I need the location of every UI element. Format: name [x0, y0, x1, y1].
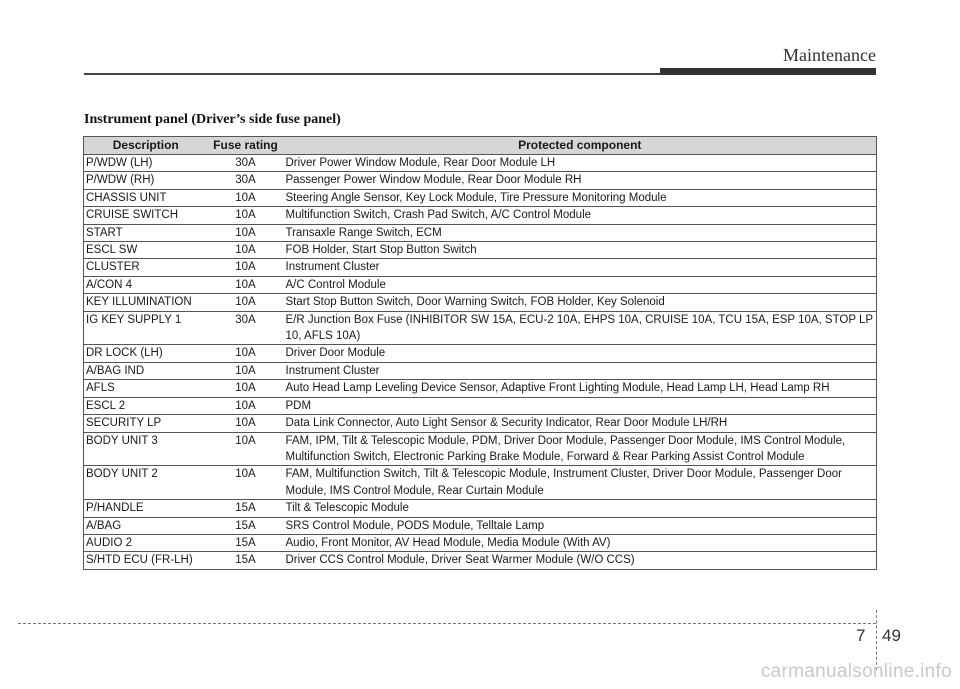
- fuse-description-cell: IG KEY SUPPLY 1: [84, 311, 208, 345]
- fuse-description-cell: P/WDW (LH): [84, 155, 208, 172]
- section-title: Instrument panel (Driver’s side fuse panel): [84, 112, 341, 127]
- table-row: [84, 415, 877, 432]
- fuse-rating-cell: 10A: [208, 242, 284, 259]
- fuse-rating-cell: 10A: [208, 415, 284, 432]
- fuse-rating-cell: 10A: [208, 294, 284, 311]
- fuse-description-cell: DR LOCK (LH): [84, 345, 208, 362]
- page-number: 49: [882, 626, 901, 645]
- table-row: [84, 552, 877, 569]
- fuse-description-cell: ESCL SW: [84, 242, 208, 259]
- protected-component-cell: Start Stop Button Switch, Door Warning Switch, FOB Holder, Key Solenoid: [284, 294, 877, 311]
- table-row: [84, 224, 877, 241]
- protected-component-cell: Audio, Front Monitor, AV Head Module, Media Module (With AV): [284, 534, 877, 551]
- fuse-description-cell: S/HTD ECU (FR-LH): [84, 552, 208, 569]
- fuse-description-cell: BODY UNIT 2: [84, 466, 208, 500]
- table-row: [84, 294, 877, 311]
- footer-rule: [18, 623, 876, 624]
- table-row: [84, 207, 877, 224]
- fuse-rating-cell: 10A: [208, 397, 284, 414]
- table-row: [84, 242, 877, 259]
- fuse-rating-cell: 10A: [208, 380, 284, 397]
- fuse-description-cell: CRUISE SWITCH: [84, 207, 208, 224]
- fuse-rating-cell: 30A: [208, 311, 284, 345]
- fuse-description-cell: AUDIO 2: [84, 534, 208, 551]
- column-header-fuse-rating: Fuse rating: [208, 137, 284, 155]
- fuse-rating-cell: 15A: [208, 552, 284, 569]
- table-row: [84, 534, 877, 551]
- fuse-rating-cell: 15A: [208, 534, 284, 551]
- fuse-rating-cell: 10A: [208, 432, 284, 466]
- page-chapter-number: 7: [856, 626, 866, 645]
- protected-component-cell: FAM, Multifunction Switch, Tilt & Telescopic Module, Instrument Cluster, Driver Door Module, Passenger Door Module, IMS Control Module, Rear Curtain Module: [284, 466, 877, 500]
- table-body: [84, 155, 877, 570]
- protected-component-cell: Data Link Connector, Auto Light Sensor & Security Indicator, Rear Door Module LH/RH: [284, 415, 877, 432]
- fuse-description-cell: CLUSTER: [84, 259, 208, 276]
- table-row: [84, 500, 877, 517]
- protected-component-cell: Instrument Cluster: [284, 362, 877, 379]
- watermark: carmanualsonline.info: [760, 661, 952, 682]
- protected-component-cell: FAM, IPM, Tilt & Telescopic Module, PDM, Driver Door Module, Passenger Door Module, IMS Control Module, Multifunction Switch, Electronic Parking Brake Module, Forward & Rear Parking Assist Control Module: [284, 432, 877, 466]
- protected-component-cell: Driver Power Window Module, Rear Door Module LH: [284, 155, 877, 172]
- protected-component-cell: A/C Control Module: [284, 276, 877, 293]
- column-header-description: Description: [84, 137, 208, 155]
- fuse-description-cell: CHASSIS UNIT: [84, 189, 208, 206]
- fuse-description-cell: SECURITY LP: [84, 415, 208, 432]
- fuse-rating-cell: 30A: [208, 155, 284, 172]
- protected-component-cell: Auto Head Lamp Leveling Device Sensor, Adaptive Front Lighting Module, Head Lamp LH, Head Lamp RH: [284, 380, 877, 397]
- table-row: [84, 397, 877, 414]
- protected-component-cell: Driver CCS Control Module, Driver Seat Warmer Module (W/O CCS): [284, 552, 877, 569]
- fuse-rating-cell: 10A: [208, 224, 284, 241]
- header-rule-accent: [660, 68, 876, 75]
- header-rule: [84, 73, 660, 75]
- fuse-description-cell: A/BAG IND: [84, 362, 208, 379]
- fuse-rating-cell: 10A: [208, 276, 284, 293]
- fuse-description-cell: A/CON 4: [84, 276, 208, 293]
- fuse-rating-cell: 10A: [208, 362, 284, 379]
- table-row: [84, 345, 877, 362]
- fuse-description-cell: BODY UNIT 3: [84, 432, 208, 466]
- protected-component-cell: Transaxle Range Switch, ECM: [284, 224, 877, 241]
- protected-component-cell: Driver Door Module: [284, 345, 877, 362]
- fuse-table: [83, 136, 877, 570]
- fuse-rating-cell: 10A: [208, 466, 284, 500]
- table-row: [84, 380, 877, 397]
- protected-component-cell: FOB Holder, Start Stop Button Switch: [284, 242, 877, 259]
- table-row: [84, 362, 877, 379]
- fuse-description-cell: START: [84, 224, 208, 241]
- table-row: [84, 311, 877, 345]
- table-row: [84, 517, 877, 534]
- table-row: [84, 155, 877, 172]
- protected-component-cell: Steering Angle Sensor, Key Lock Module, Tire Pressure Monitoring Module: [284, 189, 877, 206]
- fuse-description-cell: P/HANDLE: [84, 500, 208, 517]
- fuse-description-cell: A/BAG: [84, 517, 208, 534]
- table-row: [84, 276, 877, 293]
- protected-component-cell: Passenger Power Window Module, Rear Door Module RH: [284, 172, 877, 189]
- protected-component-cell: E/R Junction Box Fuse (INHIBITOR SW 15A, ECU-2 10A, EHPS 10A, CRUISE 10A, TCU 15A, ESP 10A, STOP LP 10, AFLS 10A): [284, 311, 877, 345]
- chapter-title: Maintenance: [783, 45, 876, 65]
- fuse-rating-cell: 30A: [208, 172, 284, 189]
- fuse-description-cell: AFLS: [84, 380, 208, 397]
- fuse-rating-cell: 10A: [208, 259, 284, 276]
- fuse-rating-cell: 10A: [208, 189, 284, 206]
- table-header-row: [84, 137, 877, 155]
- table-row: [84, 189, 877, 206]
- protected-component-cell: Instrument Cluster: [284, 259, 877, 276]
- table-row: [84, 259, 877, 276]
- table-row: [84, 432, 877, 466]
- fuse-description-cell: ESCL 2: [84, 397, 208, 414]
- fuse-rating-cell: 15A: [208, 517, 284, 534]
- table-row: [84, 466, 877, 500]
- table-row: [84, 172, 877, 189]
- fuse-rating-cell: 10A: [208, 345, 284, 362]
- fuse-description-cell: KEY ILLUMINATION: [84, 294, 208, 311]
- fuse-description-cell: P/WDW (RH): [84, 172, 208, 189]
- protected-component-cell: Tilt & Telescopic Module: [284, 500, 877, 517]
- protected-component-cell: SRS Control Module, PODS Module, Telltale Lamp: [284, 517, 877, 534]
- fuse-rating-cell: 10A: [208, 207, 284, 224]
- fuse-rating-cell: 15A: [208, 500, 284, 517]
- column-header-protected-component: Protected component: [284, 137, 877, 155]
- protected-component-cell: PDM: [284, 397, 877, 414]
- protected-component-cell: Multifunction Switch, Crash Pad Switch, A/C Control Module: [284, 207, 877, 224]
